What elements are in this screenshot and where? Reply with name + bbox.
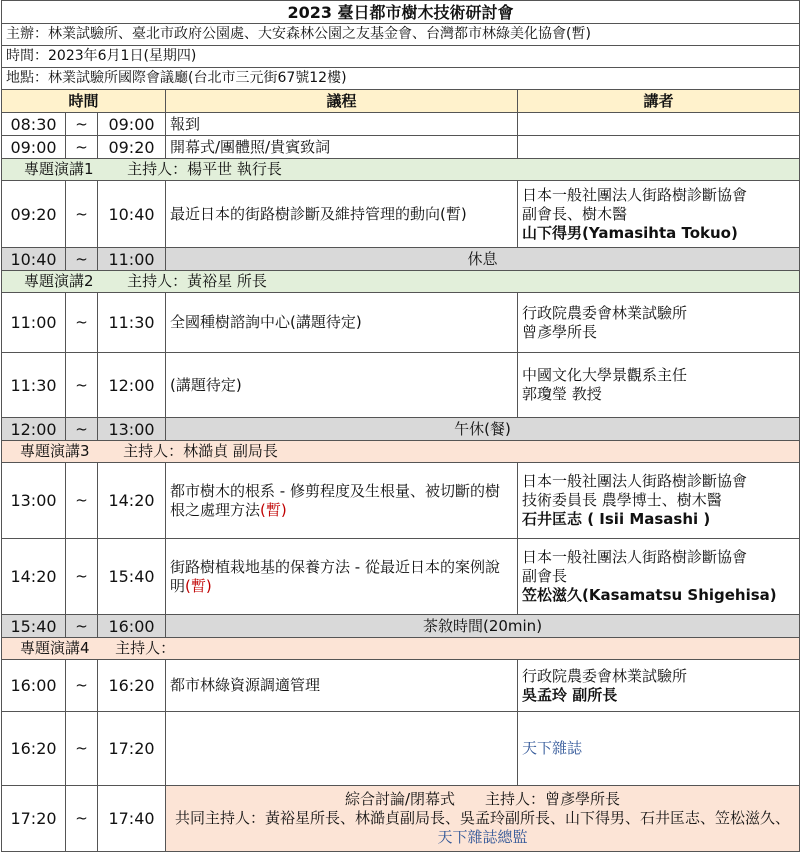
table-row — [2, 463, 800, 539]
section-title: 專題演講4 — [20, 639, 90, 657]
break-label: 休息 — [166, 248, 800, 271]
tilde: ~ — [66, 353, 98, 418]
section-row-4 — [2, 638, 800, 660]
section-title: 專題演講1 — [24, 160, 94, 178]
tentative-tag: (暫) — [260, 500, 287, 519]
tentative-tag: (暫) — [185, 576, 212, 595]
end-time: 09:20 — [98, 136, 166, 159]
page-title: 2023 臺日都市樹木技術研討會 — [2, 1, 800, 24]
speaker-name: 笠松滋久(Kasamatsu Shigehisa) — [522, 586, 777, 604]
start-time: 09:20 — [2, 181, 66, 248]
closing-row — [2, 786, 800, 852]
end-time: 16:20 — [98, 660, 166, 712]
tilde: ~ — [66, 712, 98, 786]
table-row — [2, 136, 800, 159]
speaker-title: 副會長 — [522, 567, 568, 585]
agenda-item: 報到 — [166, 113, 518, 136]
break-row — [2, 248, 800, 271]
section-host: 主持人：楊平世 執行長 — [127, 160, 282, 178]
start-time: 14:20 — [2, 539, 66, 615]
co-hosts: 共同主持人：黃裕星所長、林澔貞副局長、吳孟玲副所長、山下得男、石井匡志、笠松滋久、 — [175, 809, 791, 827]
tilde: ~ — [66, 136, 98, 159]
end-time: 16:00 — [98, 615, 166, 638]
end-time: 10:40 — [98, 181, 166, 248]
tilde: ~ — [66, 463, 98, 539]
speaker-name: 山下得男(Yamasihta Tokuo) — [522, 223, 738, 242]
start-time: 13:00 — [2, 463, 66, 539]
break-row — [2, 615, 800, 638]
start-time: 16:20 — [2, 712, 66, 786]
header-speaker: 講者 — [518, 90, 800, 113]
start-time: 10:40 — [2, 248, 66, 271]
speaker-cell — [518, 660, 800, 712]
end-time: 17:40 — [98, 786, 166, 852]
end-time: 12:00 — [98, 353, 166, 418]
agenda-text: 街路樹植栽地基的保養方法 - 從最近日本的案例說明 — [170, 557, 500, 595]
start-time: 17:20 — [2, 786, 66, 852]
agenda-item — [166, 463, 518, 539]
end-time: 13:00 — [98, 418, 166, 441]
table-row — [2, 539, 800, 615]
organizers: 主辦：林業試驗所、臺北市政府公園處、大安森林公園之友基金會、台灣都市林綠美化協會(暫) — [2, 24, 800, 46]
speaker-name: 曾彥學所長 — [522, 322, 598, 341]
table-row — [2, 660, 800, 712]
end-time: 14:20 — [98, 463, 166, 539]
agenda-item — [166, 712, 518, 786]
agenda-item: 開幕式/團體照/貴賓致詞 — [166, 136, 518, 159]
tilde: ~ — [66, 181, 98, 248]
agenda-item: 都市林綠資源調適管理 — [166, 660, 518, 712]
tilde: ~ — [66, 539, 98, 615]
section-row-2 — [2, 271, 800, 293]
section-row-1 — [2, 159, 800, 181]
tilde: ~ — [66, 293, 98, 353]
speaker-org: 行政院農委會林業試驗所 — [522, 303, 688, 322]
tilde: ~ — [66, 418, 98, 441]
end-time: 09:00 — [98, 113, 166, 136]
speaker-title: 技術委員長 農學博士、樹木醫 — [522, 491, 722, 509]
end-time: 11:00 — [98, 248, 166, 271]
speaker-name: 石井匡志 ( Isii Masashi ) — [522, 510, 711, 528]
section-host: 主持人：林澔貞 副局長 — [123, 442, 278, 460]
speaker-org: 日本一般社團法人街路樹診斷協會 — [522, 472, 748, 490]
start-time: 12:00 — [2, 418, 66, 441]
start-time: 16:00 — [2, 660, 66, 712]
table-row — [2, 293, 800, 353]
speaker-title: 副會長、樹木醫 — [522, 204, 628, 223]
agenda-table — [1, 0, 800, 852]
break-label: 茶敘時間(20min) — [166, 615, 800, 638]
tilde: ~ — [66, 113, 98, 136]
agenda-item: 全國種樹諮詢中心(講題待定) — [166, 293, 518, 353]
start-time: 11:30 — [2, 353, 66, 418]
section-host: 主持人：黃裕星 所長 — [127, 272, 267, 290]
section-title: 專題演講3 — [20, 442, 90, 460]
speaker-cell — [518, 353, 800, 418]
speaker-name: 郭瓊瑩 教授 — [522, 385, 602, 403]
start-time: 11:00 — [2, 293, 66, 353]
start-time: 08:30 — [2, 113, 66, 136]
end-time: 17:20 — [98, 712, 166, 786]
section-title: 專題演講2 — [24, 272, 94, 290]
speaker-cell — [518, 539, 800, 615]
agenda-item — [166, 539, 518, 615]
section-row-3 — [2, 441, 800, 463]
agenda-item: (講題待定) — [166, 353, 518, 418]
table-row — [2, 181, 800, 248]
end-time: 11:30 — [98, 293, 166, 353]
agenda-text: 都市樹木的根系 - 修剪程度及生根量、被切斷的樹根之處理方法 — [170, 481, 500, 519]
closing-title: 綜合討論/閉幕式 主持人：曾彥學所長 — [344, 790, 621, 808]
table-row — [2, 113, 800, 136]
section-host: 主持人： — [115, 639, 176, 657]
break-row — [2, 418, 800, 441]
speaker-cell — [518, 463, 800, 539]
event-date: 時間：2023年6月1日(星期四) — [2, 46, 800, 68]
event-venue: 地點：林業試驗所國際會議廳(台北市三元街67號12樓) — [2, 68, 800, 90]
speaker-cell — [518, 293, 800, 353]
speaker-cell — [518, 136, 800, 159]
co-host-magazine: 天下雜誌總監 — [437, 828, 528, 846]
speaker-org: 日本一般社團法人街路樹診斷協會 — [522, 185, 748, 204]
tilde: ~ — [66, 615, 98, 638]
speaker-org: 日本一般社團法人街路樹診斷協會 — [522, 548, 748, 566]
header-row — [2, 90, 800, 113]
end-time: 15:40 — [98, 539, 166, 615]
tilde: ~ — [66, 786, 98, 852]
speaker-org: 中國文化大學景觀系主任 — [522, 366, 688, 384]
start-time: 15:40 — [2, 615, 66, 638]
header-agenda: 議程 — [166, 90, 518, 113]
agenda-item: 最近日本的街路樹診斷及維持管理的動向(暫) — [166, 181, 518, 248]
speaker-cell — [518, 181, 800, 248]
start-time: 09:00 — [2, 136, 66, 159]
speaker-cell — [518, 113, 800, 136]
speaker-name: 吳孟玲 副所長 — [522, 685, 618, 704]
closing-session — [166, 786, 800, 852]
header-time: 時間 — [2, 90, 166, 113]
table-row — [2, 353, 800, 418]
tilde: ~ — [66, 660, 98, 712]
speaker-org: 行政院農委會林業試驗所 — [522, 666, 688, 685]
table-row — [2, 712, 800, 786]
speaker-cell: 天下雜誌 — [518, 712, 800, 786]
tilde: ~ — [66, 248, 98, 271]
break-label: 午休(餐) — [166, 418, 800, 441]
